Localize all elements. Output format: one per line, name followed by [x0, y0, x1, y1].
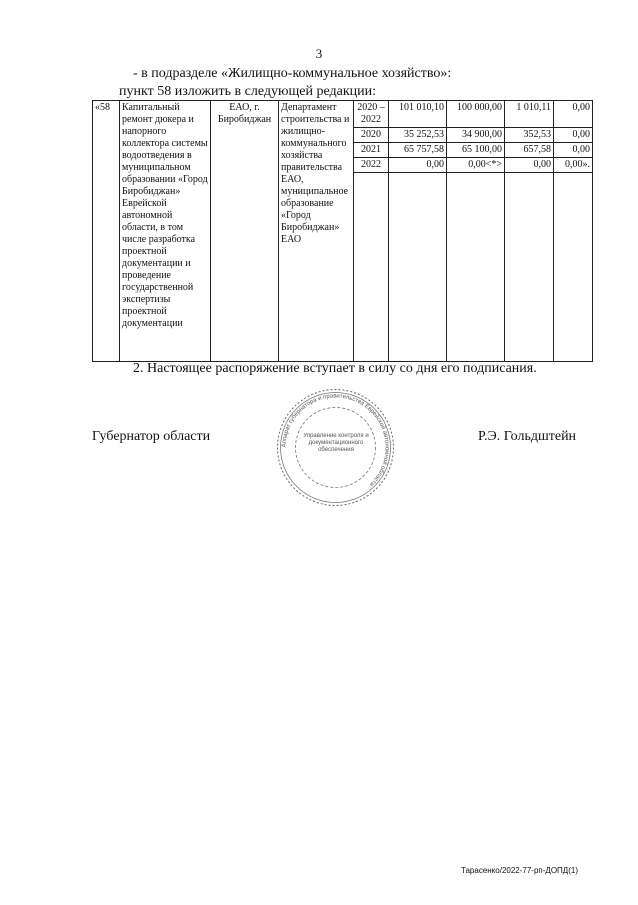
row-year: 2020	[354, 128, 389, 143]
footer-reference: Тарасенко/2022-77-рп-ДОПД(1)	[460, 866, 578, 875]
item-name: Капитальный ремонт дюкера и напорного коллектора системы водоотведения в муниципальном образовании «Город Биробиджан» Еврейской автономной области, в том числе разработка проектной документации и проведение государственной экспертизы проектной документации	[120, 101, 211, 362]
row-regional: 0,00	[505, 158, 554, 173]
signature-name: Р.Э. Гольдштейн	[478, 429, 577, 444]
table-row	[93, 101, 593, 128]
item-territory: ЕАО, г. Биробиджан	[211, 101, 279, 362]
filler-cell	[554, 173, 593, 362]
item-number: «58	[93, 101, 120, 362]
row-regional: 1 010,11	[505, 101, 554, 128]
row-year: 2021	[354, 143, 389, 158]
filler-cell	[505, 173, 554, 362]
filler-cell	[354, 173, 389, 362]
row-federal: 65 100,00	[447, 143, 505, 158]
official-stamp	[273, 385, 398, 510]
filler-cell	[447, 173, 505, 362]
row-local: 0,00	[554, 128, 593, 143]
row-total: 0,00	[389, 158, 447, 173]
row-regional: 657,58	[505, 143, 554, 158]
intro-line-1: - в подразделе «Жилищно-коммунальное хозяйство»:	[133, 66, 452, 81]
row-local: 0,00	[554, 143, 593, 158]
row-local: 0,00	[554, 101, 593, 128]
row-federal: 34 900,00	[447, 128, 505, 143]
row-federal: 100 000,00	[447, 101, 505, 128]
row-total: 101 010,10	[389, 101, 447, 128]
signature-title: Губернатор области	[92, 429, 211, 444]
row-total: 65 757,58	[389, 143, 447, 158]
clause-2: 2. Настоящее распоряжение вступает в силу со дня его подписания.	[133, 361, 537, 376]
stamp-ring-text: Аппарат губернатора и правительства Еврейской автономной области	[281, 393, 390, 487]
row-regional: 352,53	[505, 128, 554, 143]
row-local: 0,00».	[554, 158, 593, 173]
row-federal: 0,00<*>	[447, 158, 505, 173]
item-executor: Департамент строительства и жилищно-коммунального хозяйства правительства ЕАО, муниципальное образование «Город Биробиджан» ЕАО	[279, 101, 354, 362]
filler-cell	[389, 173, 447, 362]
program-table	[92, 100, 593, 362]
page-number: 3	[315, 46, 323, 61]
row-year: 2022	[354, 158, 389, 173]
stamp-center-text: Управление контроля и документационного обеспечения	[303, 433, 369, 453]
row-year: 2020 – 2022	[354, 101, 389, 128]
row-total: 35 252,53	[389, 128, 447, 143]
intro-line-2: пункт 58 изложить в следующей редакции:	[119, 84, 376, 99]
